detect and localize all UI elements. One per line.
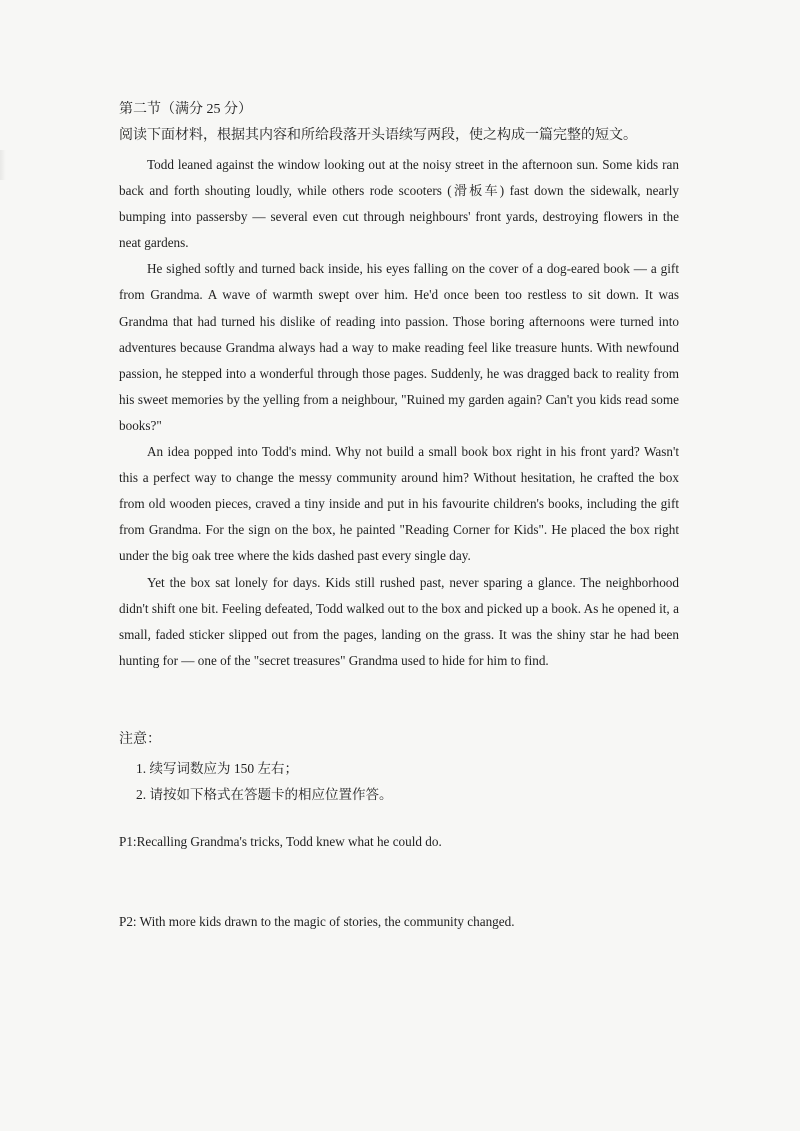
passage-paragraph-4: Yet the box sat lonely for days. Kids still rushed past, never sparing a glance. The neighborhood didn't shift one bit. Feeling defeated, Todd walked out to the box and picked up a book. As he opened it, a small, faded sticker slipped out from the pages, landing on the grass. It was the shiny star he had been hunting for — one of the "secret treasures" Grandma used to hide for him to find. [119,574,679,668]
scan-edge-shadow [0,150,6,180]
notes-title: 注意： [119,732,161,747]
paragraph-2-opening: P2: With more kids drawn to the magic of stories, the community changed. [119,914,515,929]
passage-paragraph-3: An idea popped into Todd's mind. Why not build a small book box right in his front yard? Wasn't this a perfect way to change the messy community around him? Without hesitation, he crafted the box from old wooden pieces, craved a tiny inside and put in his favourite children's books, including the gift from Grandma. For the sign on the box, he painted "Reading Corner for Kids". He placed the box right under the big oak tree where the kids dashed past every single day. [119,444,679,564]
passage-paragraph-2: He sighed softly and turned back inside, his eyes falling on the cover of a dog-eared book — a gift from Grandma. A wave of warmth swept over him. He'd once been too restless to sit down. It was Grandma that had turned his dislike of reading into passion. Those boring afternoons were turned into adventures because Grandma always had a way to make reading feel like treasure hunts. With newfound passion, he stepped into a wonderful through those pages. Suddenly, he was dragged back to reality from his sweet memories by the yelling from a neighbour, "Ruined my garden again? Can't you kids read some books?" [119,261,679,433]
section-title: 第二节（满分 25 分） [119,102,252,117]
reading-passage [119,152,679,674]
notes-list [136,756,393,808]
task-instruction: 阅读下面材料，根据其内容和所给段落开头语续写两段，使之构成一篇完整的短文。 [119,128,637,143]
note-item-word-count: 1. 续写词数应为 150 左右； [136,761,298,776]
passage-paragraph-1: Todd leaned against the window looking out at the noisy street in the afternoon sun. Some kids ran back and forth shouting loudly, while others rode scooters (滑板车) fast down the sidewalk, nearly bumping into passersby — several even cut through neighbours' front yards, destroying flowers in the neat gardens. [119,157,679,251]
note-item-answer-format: 2. 请按如下格式在答题卡的相应位置作答。 [136,787,393,802]
paragraph-1-opening: P1:Recalling Grandma's tricks, Todd knew what he could do. [119,834,442,849]
